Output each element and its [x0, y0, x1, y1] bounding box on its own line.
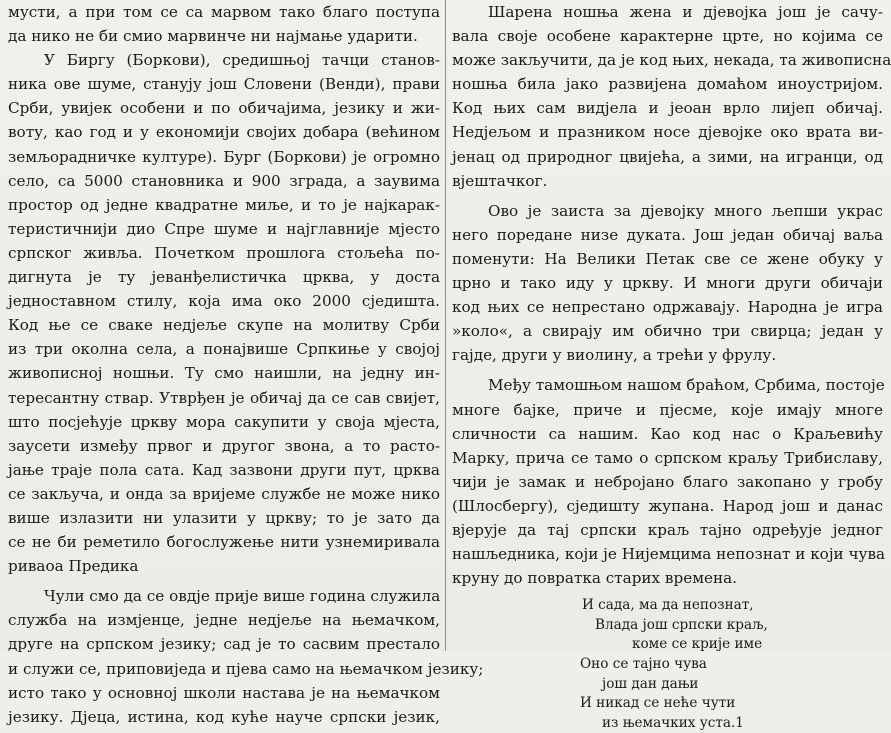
poem-line: још дан дањи [602, 675, 699, 692]
text-line: него поредане низе дуката. Још један обичај ваља [452, 225, 883, 244]
text-line: чији је замак и небројано благо закопано у гробу [452, 472, 883, 491]
column-divider [445, 0, 446, 651]
text-line: (Шлосбергу), сједишту жупана. Народ још и данас [452, 496, 883, 515]
text-line: служба на измјенце, једне недјеље на њемачком, [8, 611, 440, 630]
text-line: простор од једне квадратне миље, и то је најкарак- [8, 195, 440, 214]
right-column [452, 0, 891, 731]
text-line: из три околна села, а понајвише Српкиње у својој [8, 340, 440, 359]
text-line: вјештачког. [452, 171, 548, 190]
poem-line: Влада још српски краљ, [595, 616, 768, 633]
text-line: што посјећује цркву мора сакупити у своја мјеста, [8, 412, 440, 431]
text-line: Ово је заиста за дјевојку много љепши украс [488, 201, 883, 220]
text-line: мусти, а при том се са марвом тако благо поступа [8, 3, 440, 21]
text-line: теристичнији дио Спре шуме и најглавније мјесто [8, 219, 440, 238]
poem-line: коме се крије име [632, 636, 763, 653]
left-column [8, 0, 484, 726]
poem-line: Оно се тајно чува [580, 656, 707, 673]
text-line: Код ње се сваке недјеље скупе на молитву Срби [8, 316, 440, 335]
text-line: код њих се непрестано одржавају. Народна је игра [452, 298, 883, 317]
text-line: Међу тамошњом нашом браћом, Србима, постоје [488, 376, 885, 395]
text-line: може закључити, да је код њих, некада, та живописна [452, 51, 891, 70]
text-line: »коло«, а свирају им обично три свирца; један у [452, 322, 883, 341]
text-line: Код њих сам видјела и јеоан врло лијеп обичај. [452, 99, 883, 118]
poem-line: из њемачких уста.1 [602, 714, 744, 731]
text-line: нашљедника, који је Нијемцима непознат и који чува [452, 545, 886, 564]
text-line: многе бајке, приче и пјесме, које имају многе [452, 400, 883, 419]
text-line: друге на српском језику; сад је то сасвим престало [8, 635, 440, 654]
text-line: српског живља. Почетком прошлога стољећа по- [8, 243, 440, 262]
text-line: гајде, други у виолину, а трећи у фрулу. [452, 346, 777, 365]
text-line: вјерује да тај српски краљ тајно одређује једног [452, 520, 883, 539]
text-line: Шарена ношња жена и дјевојка још је сачу- [488, 3, 883, 21]
text-line: више излазити ни улазити у цркву; то је зато да [8, 508, 440, 527]
text-line: воту, као год и у економији својих добара (већином [8, 123, 440, 142]
text-line: живописној ношњи. Ту смо наишли, на једну ин- [8, 364, 440, 383]
text-line: се не би реметило богослужење нити узнемиривала [8, 533, 440, 552]
text-line: круну до повратка старих времена. [452, 569, 737, 588]
text-line: црно и тако иду у цркву. И многи други обичаји [452, 274, 883, 293]
text-line: дигнута је ту јеванђелистичка црква, у доста [8, 268, 440, 287]
text-line: заусети између првог и другог звона, а то расто- [8, 436, 440, 455]
text-line: вала своје особене карактерне црте, но којима се [452, 27, 883, 46]
text-line: Срби, увијек особени и по обичајима, језику и жи- [8, 99, 440, 118]
text-line: да нико не би смио марвинче ни најмање ударити. [8, 27, 418, 46]
text-line: Чули смо да се овдје прије више година служила [44, 587, 441, 606]
text-line: риваоа Предика [8, 557, 139, 576]
text-line: и служи се, приповиједа и пјева само на њемачком језику; [8, 659, 484, 678]
text-line: поменути: На Велики Петак све се жене обуку у [452, 249, 883, 268]
text-line: јенац од природног цвијећа, а зими, на игранци, од [452, 147, 883, 166]
text-line: језику. Дјеца, истина, код куће науче српски језик, [8, 707, 440, 726]
text-line: ника ове шуме, станују још Словени (Венди), прави [8, 75, 440, 94]
text-line: земљорадничке културе). Бург (Боркови) је огромно [8, 147, 440, 166]
text-line: Недјељом и празником носе дјевојке око врата ви- [452, 123, 883, 142]
text-line: једноставном стилу, која има око 2000 сједишта. [8, 292, 440, 311]
text-line: јање траје пола сата. Кад зазвони други пут, црква [8, 460, 440, 479]
text-line: сличности са нашим. Као код нас о Краљевићу [452, 424, 883, 443]
text-line: исто тако у основној школи настава је на њемачком [8, 683, 440, 702]
poem-line: И сада, ма да непознат, [582, 597, 754, 614]
text-line: се закључа, и онда за вријеме службе не може нико [8, 484, 440, 503]
text-line: ношња била јако развијена домаћом иноустријом. [452, 75, 883, 94]
text-line: Марку, прича се тамо о српском краљу Трибиславу, [452, 448, 883, 467]
text-line: тересантну ствар. Утврђен је обичај да се сав свијет, [8, 388, 440, 407]
text-line: село, са 5000 становника и 900 зграда, а заувима [8, 171, 440, 190]
text-line: У Биргу (Боркови), средишњој тачци станов- [44, 51, 440, 70]
poem-line: И никад се неће чути [580, 695, 736, 712]
poem-block [452, 596, 883, 733]
